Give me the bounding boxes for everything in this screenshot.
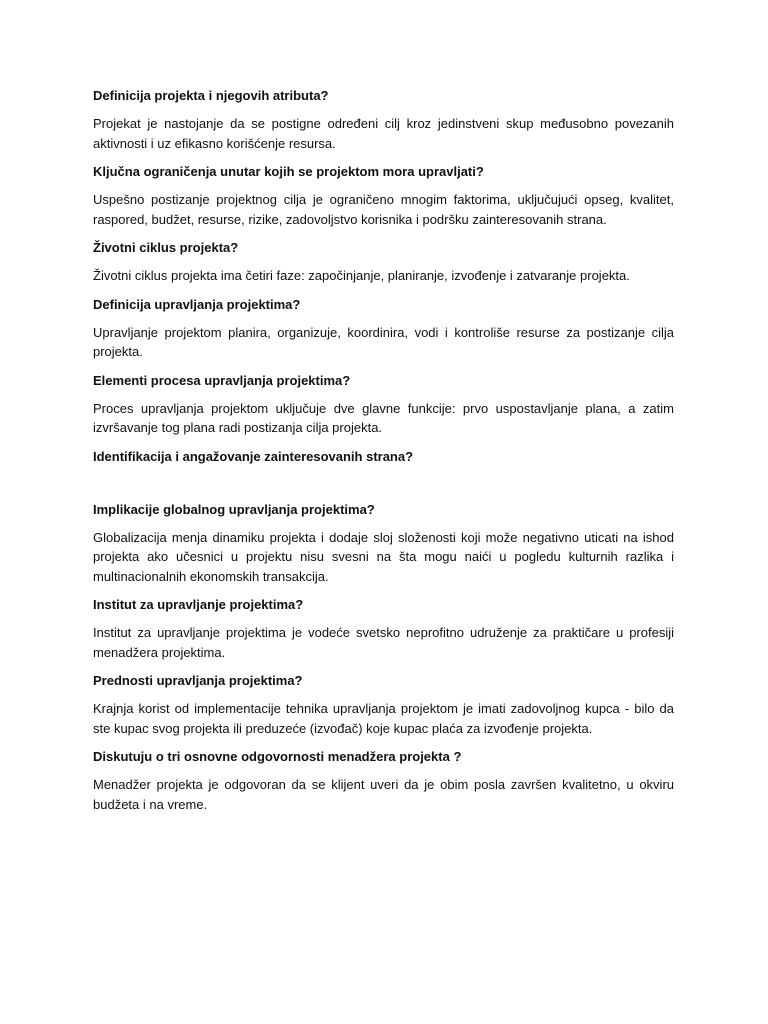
answer-paragraph: Životni ciklus projekta ima četiri faze: započinjanje, planiranje, izvođenje i zatvaranje projekta.: [93, 268, 630, 283]
question-heading: Implikacije globalnog upravljanja projektima?: [93, 501, 375, 517]
answer-paragraph: Uspešno postizanje projektnog cilja je ograničeno mnogim faktorima, uključujući opseg, kvalitet, raspored, budžet, resurse, rizike, zadovoljstvo korisnika i podršku zainteresovanih strana.: [93, 192, 674, 227]
blank-answer-space: [93, 475, 674, 500]
question-heading: Diskutuju o tri osnovne odgovornosti menadžera projekta ?: [93, 749, 462, 764]
answer-paragraph: Menadžer projekta je odgovoran da se klijent uveri da je obim posla završen kvalitetno, u okviru budžeta i na vreme.: [93, 777, 674, 812]
question-heading: Životni ciklus projekta?: [93, 240, 239, 255]
answer-paragraph: Upravljanje projektom planira, organizuje, koordinira, vodi i kontroliše resurse za postizanje cilja projekta.: [93, 324, 674, 359]
question-heading: Institut za upravljanje projektima?: [93, 597, 304, 612]
question-heading: Prednosti upravljanja projektima?: [93, 673, 303, 688]
answer-paragraph: Krajnja korist od implementacije tehnika upravljanja projektom je imati zadovoljnog kupca - bilo da ste kupac svog projekta ili preduzeće (izvođač) koje kupac plaća za izvođenje projekta.: [93, 701, 674, 736]
question-heading: Definicija projekta i njegovih atributa?: [93, 88, 329, 103]
question-heading: Definicija upravljanja projektima?: [93, 296, 301, 312]
question-heading: Identifikacija i angažovanje zainteresovanih strana?: [93, 448, 414, 464]
answer-paragraph: Projekat je nastojanje da se postigne određeni cilj kroz jedinstveni skup međusobno povezanih aktivnosti i uz efikasno korišćenje resursa.: [93, 116, 674, 151]
answer-paragraph: Proces upravljanja projektom uključuje dve glavne funkcije: prvo uspostavljanje plana, a zatim izvršavanje tog plana radi postizanja cilja projekta.: [93, 400, 674, 435]
answer-paragraph: Institut za upravljanje projektima je vodeće svetsko neprofitno udruženje za praktičare u profesiji menadžera projektima.: [93, 625, 674, 660]
question-heading: Elementi procesa upravljanja projektima?: [93, 372, 351, 388]
question-heading: Ključna ograničenja unutar kojih se projektom mora upravljati?: [93, 164, 484, 179]
document-page: [93, 86, 674, 823]
answer-paragraph: Globalizacija menja dinamiku projekta i dodaje sloj složenosti koji može negativno uticati na ishod projekta ako učesnici u projektu nisu svesni na šta mogu naići u pogledu kulturnih razlika i multinacionalnih ekonomskih transakcija.: [93, 529, 674, 584]
